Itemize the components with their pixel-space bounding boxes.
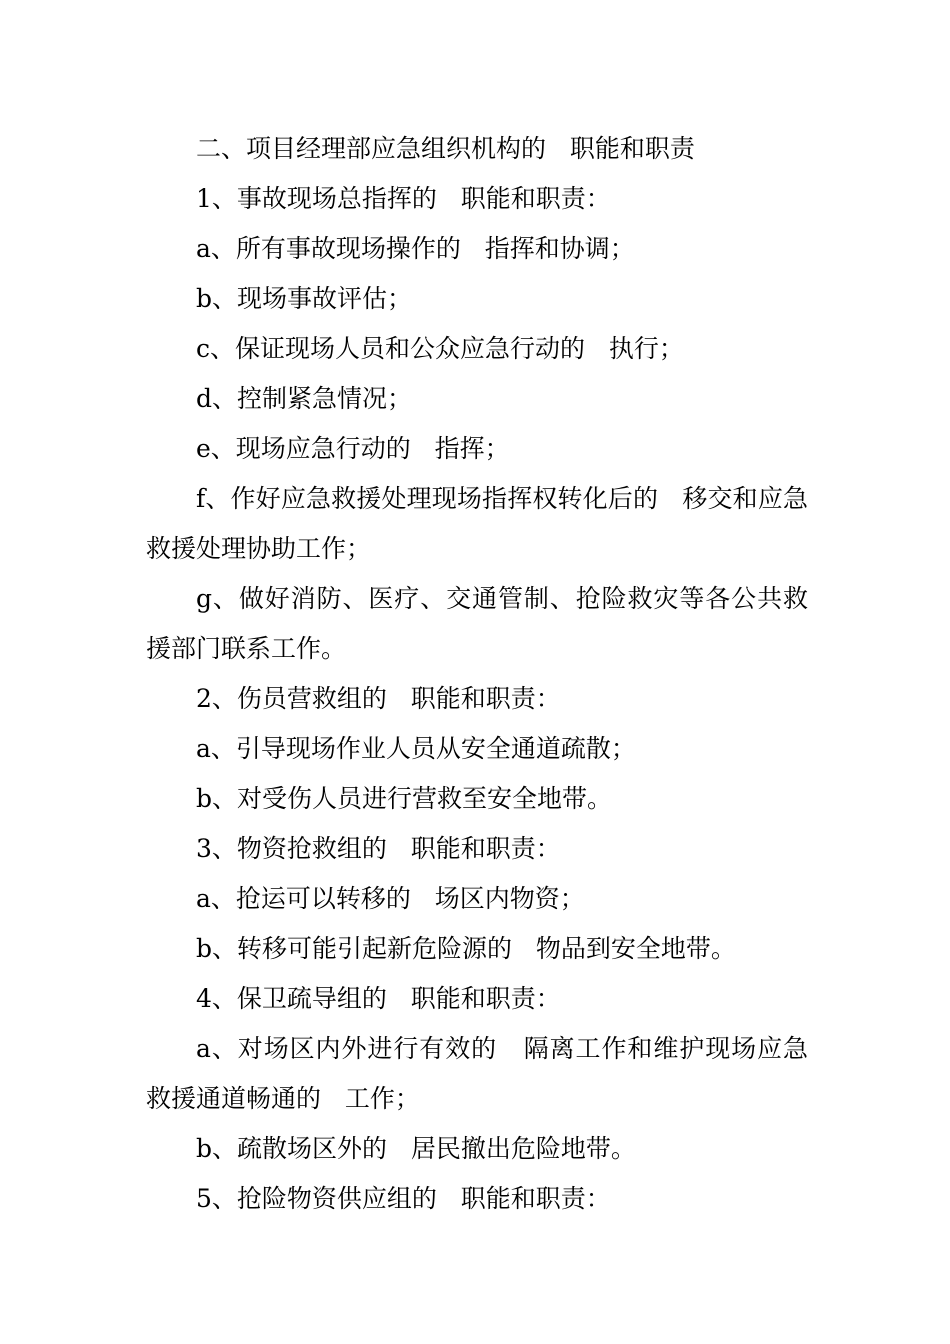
list-item: b、对受伤人员进行营救至安全地带。 bbox=[196, 784, 613, 813]
list-item: c、保证现场人员和公众应急行动的 执行； bbox=[196, 334, 684, 363]
list-item: b、现场事故评估； bbox=[196, 284, 413, 313]
list-item: g、做好消防、医疗、交通管制、抢险救灾等各公共救援部门联系工作。 bbox=[146, 584, 808, 663]
subsection-heading: 3、物资抢救组的 职能和职责： bbox=[196, 834, 561, 863]
section-heading: 二、项目经理部应急组织机构的 职能和职责 bbox=[196, 134, 695, 163]
subsection-heading: 1、事故现场总指挥的 职能和职责： bbox=[196, 184, 611, 213]
list-item: f、作好应急救援处理现场指挥权转化后的 移交和应急救援处理协助工作； bbox=[146, 484, 808, 563]
subsection-heading: 4、保卫疏导组的 职能和职责： bbox=[196, 984, 561, 1013]
subsection-heading: 5、抢险物资供应组的 职能和职责： bbox=[196, 1184, 611, 1213]
list-item: b、转移可能引起新危险源的 物品到安全地带。 bbox=[196, 934, 736, 963]
list-item: a、引导现场作业人员从安全通道疏散； bbox=[196, 734, 636, 763]
list-item: a、对场区内外进行有效的 隔离工作和维护现场应急救援通道畅通的 工作； bbox=[146, 1034, 808, 1113]
list-item: d、控制紧急情况； bbox=[196, 384, 413, 413]
list-item: a、抢运可以转移的 场区内物资； bbox=[196, 884, 585, 913]
subsection-heading: 2、伤员营救组的 职能和职责： bbox=[196, 684, 561, 713]
list-item: a、所有事故现场操作的 指挥和协调； bbox=[196, 234, 635, 263]
document-body bbox=[146, 124, 808, 1224]
list-item: e、现场应急行动的 指挥； bbox=[196, 434, 510, 463]
list-item: b、疏散场区外的 居民撤出危险地带。 bbox=[196, 1134, 636, 1163]
